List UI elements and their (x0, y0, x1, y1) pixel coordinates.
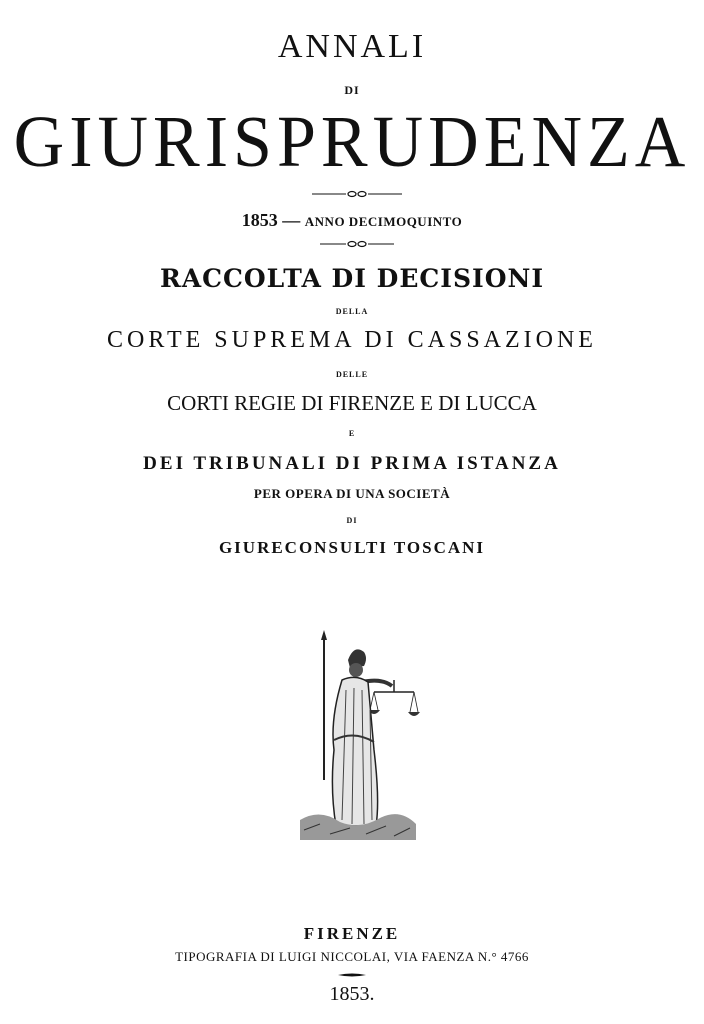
imprint-city: FIRENZE (303, 924, 401, 943)
ornament-rule-icon (312, 239, 402, 249)
subtitle-raccolta: RACCOLTA DI DECISIONI (159, 264, 545, 293)
series-title: ANNALI (277, 28, 427, 65)
connector-delle: DELLE (335, 370, 369, 379)
courts-firenze-lucca: CORTI REGIE DI FIRENZE E DI LUCCA (167, 391, 537, 415)
connector-della: DELLA (335, 307, 369, 316)
volume-number: ANNO DECIMOQUINTO (304, 214, 463, 229)
main-title: GIURISPRUDENZA (13, 102, 691, 183)
imprint-printer: TIPOGRAFIA DI LUIGI NICCOLAI, VIA FAENZA N.° 4766 (175, 949, 529, 964)
authors-line: GIURECONSULTI TOSCANI (218, 538, 486, 557)
authorship-line: PER OPERA DI UNA SOCIETÀ (253, 486, 451, 501)
ornament-rule-icon (312, 189, 402, 199)
connector-di: DI (344, 83, 360, 97)
imprint-year: 1853. (329, 983, 375, 1005)
dash-separator: — (282, 210, 301, 230)
connector-di-2: DI (346, 516, 358, 525)
justice-figure-icon (290, 630, 422, 845)
court-cassazione: CORTE SUPREMA DI CASSAZIONE (107, 327, 597, 353)
volume-year-line (0, 211, 704, 229)
volume-year: 1853 (241, 210, 278, 230)
tribunals-line: DEI TRIBUNALI DI PRIMA ISTANZA (143, 453, 561, 474)
ornament-dash-icon (338, 972, 366, 978)
connector-e: E (348, 429, 356, 438)
